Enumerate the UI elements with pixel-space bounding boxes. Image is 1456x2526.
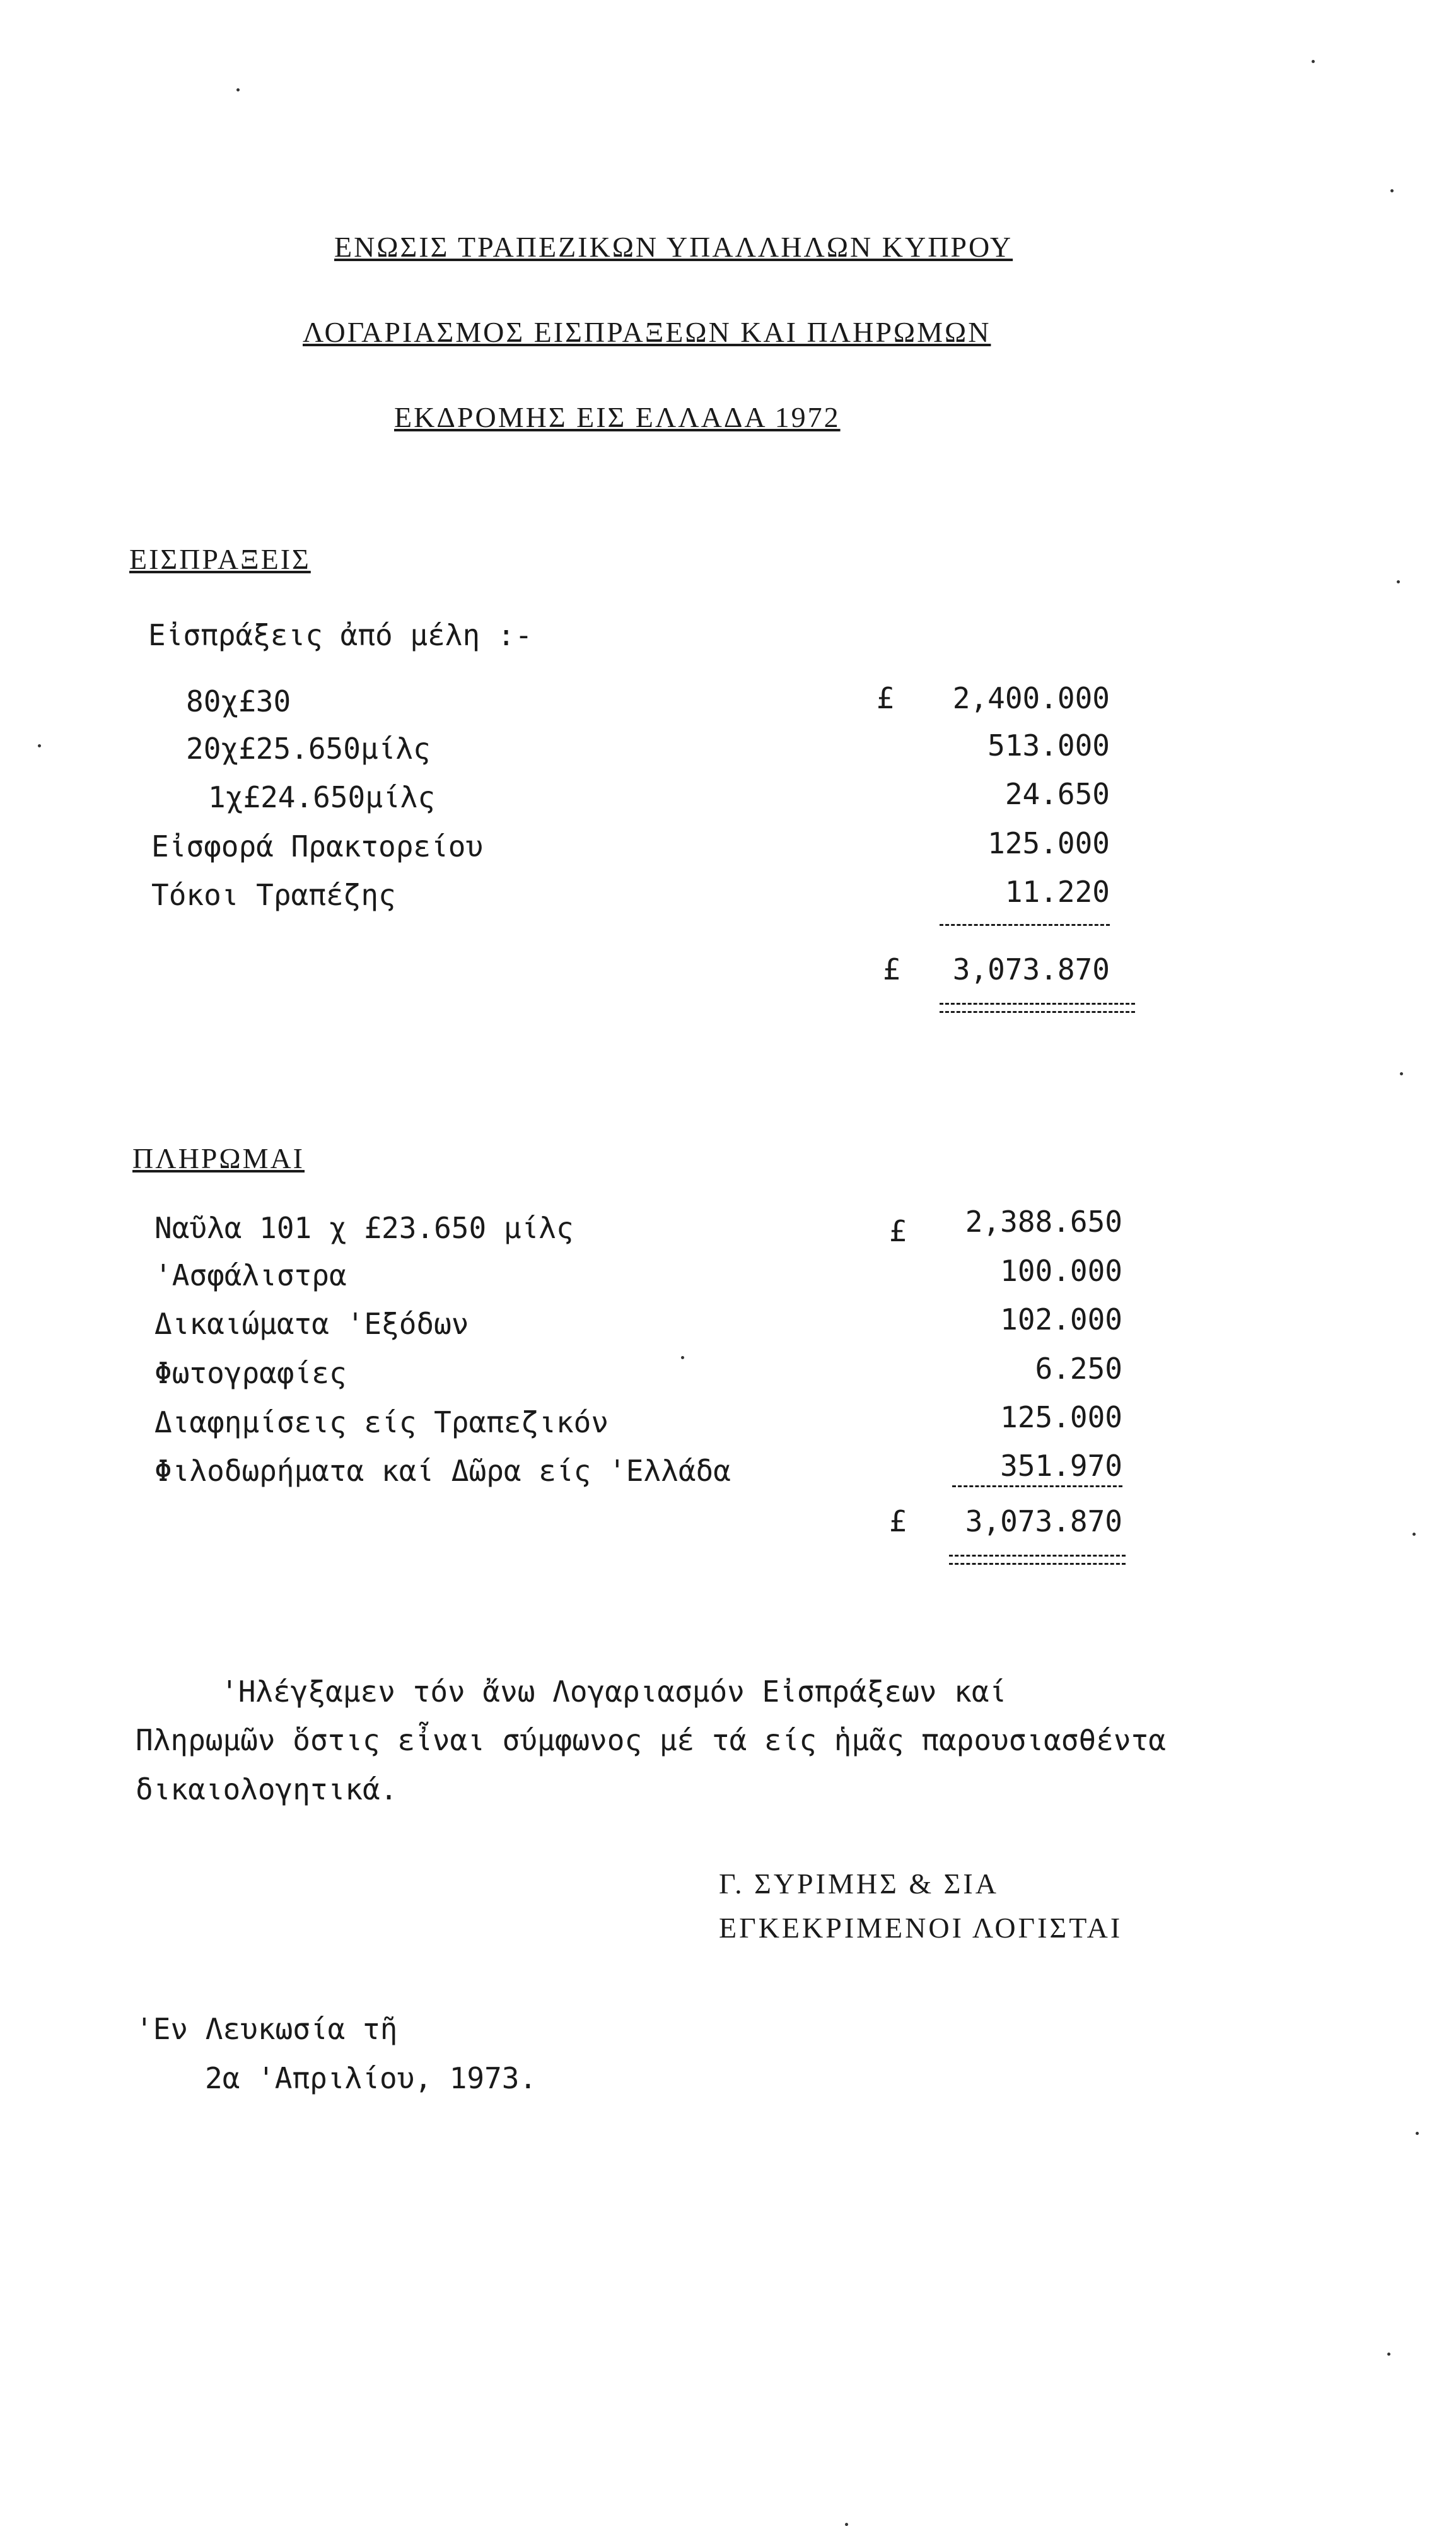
audit-statement-line: δικαιολογητικά.: [136, 1772, 398, 1806]
auditor-firm: Γ. ΣΥΡΙΜΗΣ & ΣΙΑ: [719, 1868, 999, 1900]
scan-speck: [38, 744, 41, 747]
receipt-label: 80χ£30: [186, 684, 291, 718]
organization-title: ΕΝΩΣΙΣ ΤΡΑΠΕΖΙΚΩΝ ΥΠΑΛΛΗΛΩΝ ΚΥΠΡΟΥ: [334, 231, 1013, 263]
payment-label: Διαφημίσεις είς Τραπεζικόν: [154, 1405, 609, 1439]
account-title: ΛΟΓΑΡΙΑΣΜΟΣ ΕΙΣΠΡΑΞΕΩΝ ΚΑΙ ΠΛΗΡΩΜΩΝ: [303, 316, 991, 348]
payment-label: Δικαιώματα 'Εξόδων: [154, 1307, 469, 1341]
receipt-label: 20χ£25.650μίλς: [186, 732, 431, 766]
currency-symbol: £: [889, 1214, 907, 1248]
payment-label: Φιλοδωρήματα καί Δῶρα είς 'Ελλάδα: [154, 1454, 731, 1488]
receipt-amount: 2,400.000: [952, 681, 1110, 715]
payment-label: Φωτογραφίες: [154, 1356, 347, 1390]
scan-speck: [1416, 2132, 1419, 2135]
subtotal-rule: [940, 924, 1110, 926]
payment-amount: 102.000: [1000, 1302, 1122, 1336]
audit-statement-line: 'Ηλέγξαμεν τόν ἄνω Λογαριασμόν Εἰσπράξεων καί: [221, 1675, 1007, 1709]
currency-symbol: £: [883, 952, 900, 986]
auditor-role: ΕΓΚΕΚΡΙΜΕΝΟΙ ΛΟΓΙΣΤΑΙ: [719, 1912, 1123, 1944]
total-double-rule: [940, 1003, 1135, 1013]
payment-label: Ναῦλα 101 χ £23.650 μίλς: [154, 1211, 574, 1245]
scan-speck: [681, 1356, 684, 1359]
receipt-label: 1χ£24.650μίλς: [208, 780, 436, 814]
scan-speck: [1390, 189, 1394, 192]
currency-symbol: £: [889, 1504, 907, 1538]
payment-amount: 125.000: [1000, 1400, 1122, 1434]
payments-heading: ΠΛΗΡΩΜΑΙ: [132, 1142, 305, 1174]
receipt-label: Τόκοι Τραπέζης: [151, 878, 396, 912]
scan-speck: [1387, 2353, 1390, 2356]
payment-label: 'Ασφάλιστρα: [154, 1258, 347, 1292]
date: 2α 'Απριλίου, 1973.: [205, 2061, 537, 2095]
scan-speck: [845, 2523, 848, 2526]
scan-speck: [1412, 1533, 1416, 1536]
audit-statement-line: Πληρωμῶν ὅστις εἶναι σύμφωνος μέ τά είς ἡμᾶς παρουσιασθέντα: [136, 1723, 1166, 1757]
payment-amount: 2,388.650: [965, 1205, 1122, 1239]
trip-subtitle: ΕΚΔΡΟΜΗΣ ΕΙΣ ΕΛΛΑΔΑ 1972: [394, 401, 841, 433]
receipt-amount: 24.650: [1005, 777, 1110, 811]
place: 'Εν Λευκωσία τῆ: [136, 2012, 398, 2046]
scan-speck: [1400, 1072, 1403, 1075]
scan-speck: [1397, 580, 1400, 583]
receipts-heading: ΕΙΣΠΡΑΞΕΙΣ: [129, 543, 311, 575]
total-double-rule: [949, 1555, 1126, 1565]
scan-speck: [236, 88, 240, 91]
receipt-amount: 513.000: [987, 728, 1110, 763]
receipts-intro: Εἰσπράξεις ἀπό μέλη :-: [148, 618, 533, 652]
receipt-amount: 11.220: [1005, 875, 1110, 909]
payment-amount: 351.970: [1000, 1449, 1122, 1483]
receipt-amount: 125.000: [987, 826, 1110, 860]
receipts-total: 3,073.870: [952, 952, 1110, 986]
payments-total: 3,073.870: [965, 1504, 1122, 1538]
scan-speck: [1312, 60, 1315, 63]
subtotal-rule: [952, 1485, 1122, 1487]
receipt-label: Εἰσφορά Πρακτορείου: [151, 829, 484, 863]
payment-amount: 100.000: [1000, 1254, 1122, 1288]
payment-amount: 6.250: [1035, 1352, 1122, 1386]
currency-symbol: £: [877, 681, 894, 715]
